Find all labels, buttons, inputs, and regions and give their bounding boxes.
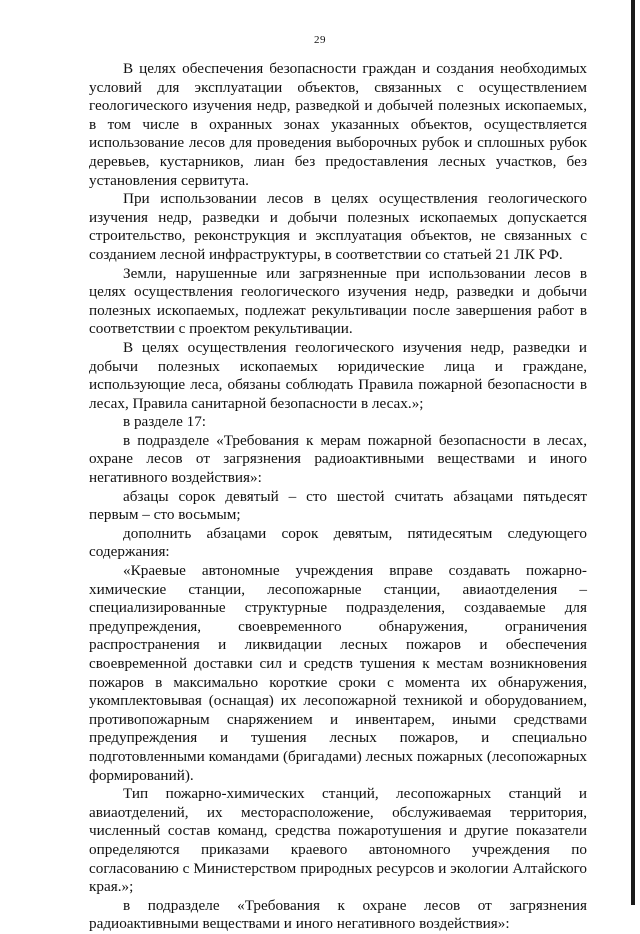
paragraph: в подразделе «Требования к мерам пожарной безопасности в лесах, охране лесов от загрязнения радиоактивными веществами и иного негативного воздействия»: <box>89 431 587 487</box>
paragraph: В целях обеспечения безопасности граждан и создания необходимых условий для эксплуатации объектов, связанных с осуществлением геологического изучения недр, разведкой и добычей полезных ископаемых, в том числе в охранных зонах указанных объектов, осуществляется использование лесов для проведения выборочных рубок и сплошных рубок деревьев, кустарников, лиан без предоставления лесных участков, без установления сервитута. <box>89 60 587 189</box>
paragraph: в разделе 17: <box>123 413 207 431</box>
paragraph: дополнить абзацами сорок девятым, пятидесятым следующего содержания: <box>89 524 587 561</box>
paragraph: в подразделе «Требования к охране лесов от загрязнения радиоактивными веществами и иного негативного воздействия»: <box>89 896 587 933</box>
paragraph: Тип пожарно-химических станций, лесопожарных станций и авиаотделений, их месторасположение, обслуживаемая территория, численный состав команд, средства пожаротушения и другие показатели определяются приказами краевого автономного учреждения по согласованию с Министерством природных ресурсов и экологии Алтайского края.»; <box>89 785 587 896</box>
paragraph: «Краевые автономные учреждения вправе создавать пожарно-химические станции, лесопожарные станции, авиаотделения – специализированные структурные подразделения, создаваемые для предупреждения, своевременного обнаружения, ограничения распространения и ликвидации лесных пожаров и обеспечения своевременной доставки сил и средств тушения к местам возникновения пожаров в максимально короткие сроки с момента их обнаружения, укомплектовывая (оснащая) их лесопожарной техникой и оборудованием, противопожарным снаряжением и инвентарем, иными средствами предупреждения и тушения лесных пожаров, и специально подготовленными командами (бригадами) лесных пожарных (лесопожарных формирований). <box>89 562 587 784</box>
paragraph: При использовании лесов в целях осуществления геологического изучения недр, разведки и добычи полезных ископаемых допускается строительство, реконструкция и эксплуатация объектов, не связанных с созданием лесной инфраструктуры, в соответствии со статьей 21 ЛК РФ. <box>89 190 587 263</box>
scan-edge-bar <box>631 0 635 905</box>
paragraph: Земли, нарушенные или загрязненные при использовании лесов в целях осуществления геологического изучения недр, разведки и добычи полезных ископаемых, подлежат рекультивации после завершения работ в соответствии с проектом рекультивации. <box>89 264 587 338</box>
paragraph: абзацы сорок девятый – сто шестой считать абзацами пятьдесят первым – сто восьмым; <box>89 487 587 524</box>
document-body <box>89 60 587 934</box>
paragraph: В целях осуществления геологического изучения недр, разведки и добычи полезных ископаемых юридические лица и граждане, использующие леса, обязаны соблюдать Правила пожарной безопасности в лесах, Правила санитарной безопасности в лесах.»; <box>89 338 587 412</box>
page-number: 29 <box>314 34 326 46</box>
